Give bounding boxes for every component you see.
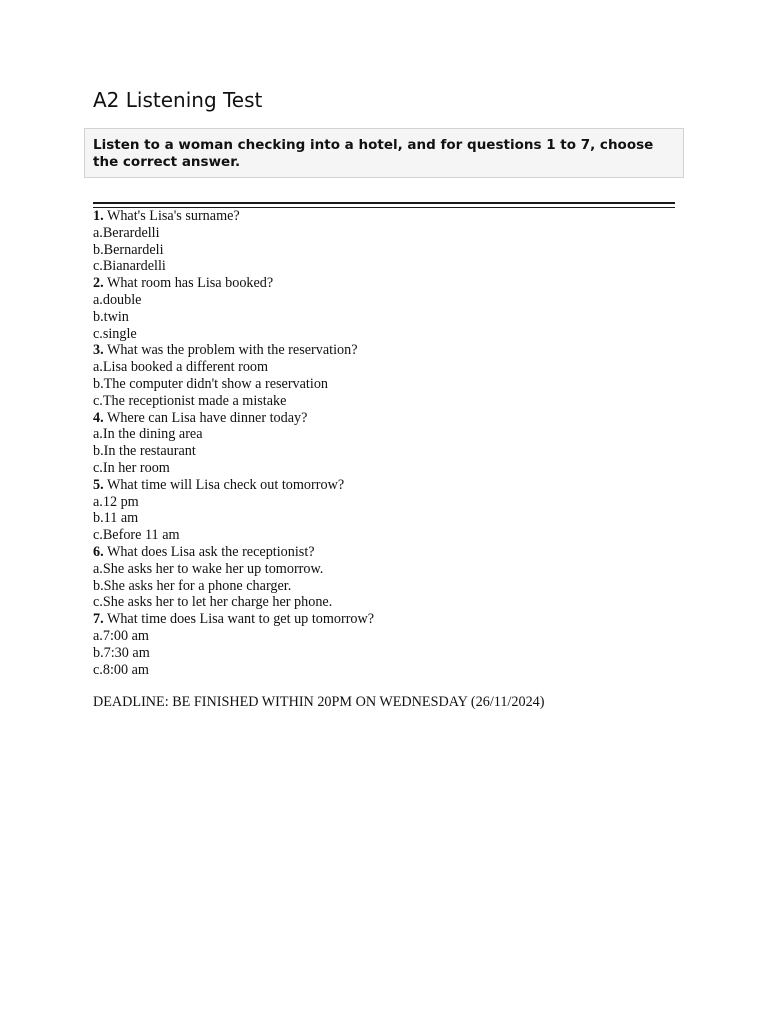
question-7-text: What time does Lisa want to get up tomorrow? — [106, 611, 375, 628]
question-4-option-b: b.In the restaurant — [93, 443, 196, 460]
question-6-line — [93, 544, 693, 561]
question-5-line — [93, 477, 693, 494]
question-2-option-b: b.twin — [93, 308, 129, 325]
question-1-option-b: b.Bernardeli — [93, 241, 164, 258]
question-3-option-a: a.Lisa booked a different room — [93, 359, 269, 376]
question-6-option-a: a.She asks her to wake her up tomorrow. — [93, 560, 324, 577]
question-3-number: 3. — [93, 342, 104, 359]
question-3 — [93, 342, 693, 409]
question-7 — [93, 611, 693, 678]
question-2-line — [93, 275, 693, 292]
question-7-number: 7. — [93, 611, 104, 628]
question-6-option-b: b.She asks her for a phone charger. — [93, 577, 292, 594]
question-1-number: 1. — [93, 208, 104, 224]
question-2 — [93, 275, 693, 342]
question-1-option-a: a.Berardelli — [93, 224, 160, 241]
question-4-option-c: c.In her room — [93, 459, 170, 476]
question-7-option-a: a.7:00 am — [93, 627, 149, 644]
question-3-line — [93, 342, 693, 359]
page-title: A2 Listening Test — [93, 88, 263, 112]
question-5-option-c: c.Before 11 am — [93, 527, 180, 544]
question-5-option-b: b.11 am — [93, 510, 139, 527]
question-2-option-a: a.double — [93, 291, 142, 308]
question-3-option-b: b.The computer didn't show a reservation — [93, 375, 329, 392]
question-5-option-a: a.12 pm — [93, 493, 139, 510]
question-1-text: What's Lisa's surname? — [106, 208, 240, 224]
question-5 — [93, 477, 693, 544]
question-4 — [93, 410, 693, 477]
question-list — [93, 208, 693, 678]
question-2-text: What room has Lisa booked? — [106, 275, 274, 292]
question-7-line — [93, 611, 693, 628]
question-6-option-c: c.She asks her to let her charge her phone. — [93, 594, 333, 611]
instruction-box — [84, 128, 684, 178]
question-1-option-c: c.Bianardelli — [93, 258, 166, 275]
question-4-number: 4. — [93, 409, 104, 426]
question-7-option-b: b.7:30 am — [93, 644, 150, 661]
question-6-number: 6. — [93, 543, 104, 560]
question-2-option-c: c.single — [93, 325, 137, 342]
instruction-text: Listen to a woman checking into a hotel, and for questions 1 to 7, choose the correct answer. — [93, 137, 654, 170]
question-3-text: What was the problem with the reservation? — [106, 342, 358, 359]
question-2-number: 2. — [93, 275, 104, 292]
question-5-text: What time will Lisa check out tomorrow? — [106, 476, 345, 493]
question-1 — [93, 208, 693, 275]
question-3-option-c: c.The receptionist made a mistake — [93, 392, 287, 409]
question-6-text: What does Lisa ask the receptionist? — [106, 543, 315, 560]
deadline-text: DEADLINE: BE FINISHED WITHIN 20PM ON WEDNESDAY (26/11/2024) — [93, 694, 545, 710]
question-6 — [93, 544, 693, 611]
question-4-text: Where can Lisa have dinner today? — [106, 409, 308, 426]
question-1-line — [93, 208, 693, 225]
question-5-number: 5. — [93, 476, 104, 493]
divider-thick — [93, 202, 675, 204]
question-7-option-c: c.8:00 am — [93, 661, 149, 678]
question-4-line — [93, 410, 693, 427]
question-4-option-a: a.In the dining area — [93, 426, 203, 443]
